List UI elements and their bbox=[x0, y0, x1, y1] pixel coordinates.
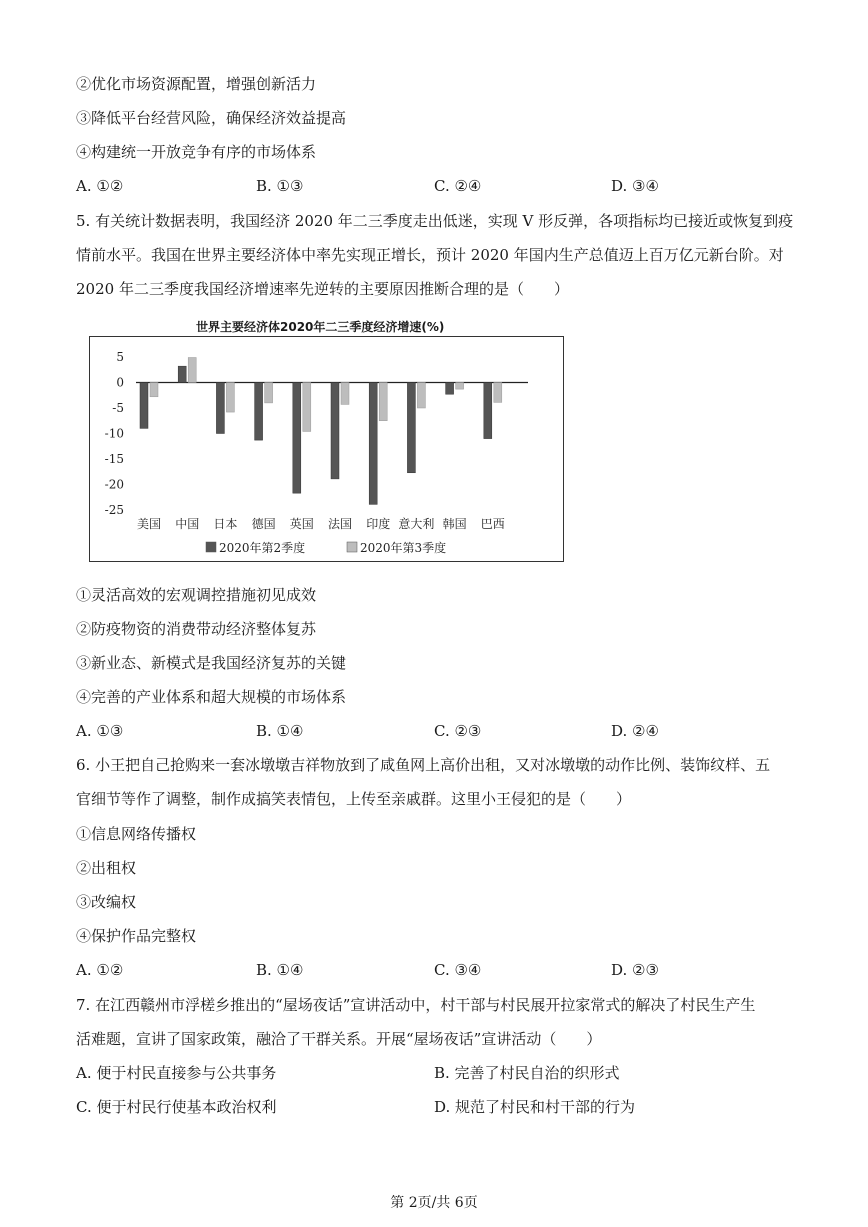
q5-item-1: ①灵活高效的宏观调控措施初见成效 bbox=[76, 586, 317, 604]
q5-item-2: ②防疫物资的消费带动经济整体复苏 bbox=[76, 620, 317, 638]
x-category-label: 印度 bbox=[366, 517, 391, 531]
x-category-label: 法国 bbox=[327, 517, 353, 531]
q6-option-d: D. ②③ bbox=[611, 961, 659, 979]
page-footer: 第 2页/共 6页 bbox=[390, 1195, 478, 1211]
q7-option-a: A. 便于村民直接参与公共事务 bbox=[76, 1064, 277, 1082]
q5-item-3: ③新业态、新模式是我国经济复苏的关键 bbox=[76, 654, 347, 672]
q6-option-c: C. ③④ bbox=[434, 961, 482, 979]
x-category-label: 中国 bbox=[175, 517, 200, 531]
x-category-label: 德国 bbox=[251, 517, 276, 531]
q4-option-b: B. ①③ bbox=[256, 177, 304, 195]
x-category-label: 美国 bbox=[136, 517, 162, 531]
y-tick-label: 5 bbox=[116, 350, 124, 364]
x-category-label: 韩国 bbox=[442, 517, 467, 531]
q6-item-2: ②出租权 bbox=[76, 859, 137, 877]
q7-option-b: B. 完善了村民自治的织形式 bbox=[434, 1064, 620, 1082]
q7-stem-line-2: 活难题，宣讲了国家政策，融洽了干群关系。开展“屋场夜话”宣讲活动（ ） bbox=[76, 1030, 602, 1048]
y-tick-label: 0 bbox=[116, 375, 124, 390]
q4-option-d: D. ③④ bbox=[611, 177, 659, 195]
q6-item-3: ③改编权 bbox=[76, 893, 137, 911]
q5-stem-line-3: 2020 年二三季度我国经济增速率先逆转的主要原因推断合理的是（ ） bbox=[76, 280, 569, 298]
q5-stem-line-2: 情前水平。我国在世界主要经济体中率先实现正增长，预计 2020 年国内生产总值迈上百万亿元新台阶。对 bbox=[76, 246, 784, 264]
q7-stem-line-1: 7. 在江西赣州市浮槎乡推出的“屋场夜话”宣讲活动中，村干部与村民展开拉家常式的解决了村民生产生 bbox=[76, 996, 756, 1014]
q5-option-d: D. ②④ bbox=[611, 722, 659, 740]
y-tick-label: -15 bbox=[104, 452, 124, 466]
q6-stem-line-1: 6. 小王把自己抢购来一套冰墩墩吉祥物放到了咸鱼网上高价出租，又对冰墩墩的动作比例、装饰纹样、五 bbox=[76, 756, 771, 774]
chart-frame bbox=[89, 336, 564, 562]
y-tick-label: -10 bbox=[104, 426, 124, 441]
q6-item-4: ④保护作品完整权 bbox=[76, 927, 197, 945]
q5-option-b: B. ①④ bbox=[256, 722, 304, 740]
q6-option-b: B. ①④ bbox=[256, 961, 304, 979]
chart-title: 世界主要经济体2020年二三季度经济增速(%) bbox=[196, 320, 445, 334]
q5-option-c: C. ②③ bbox=[434, 722, 482, 740]
y-tick-label: -25 bbox=[104, 503, 124, 517]
q4-option-c: C. ②④ bbox=[434, 177, 482, 195]
x-category-label: 日本 bbox=[213, 517, 238, 531]
q5-item-4: ④完善的产业体系和超大规模的市场体系 bbox=[76, 688, 347, 706]
q7-option-c: C. 便于村民行使基本政治权利 bbox=[76, 1098, 277, 1116]
q5-stem-line-1: 5. 有关统计数据表明，我国经济 2020 年二三季度走出低迷，实现 V 形反弹，各项指标均已接近或恢复到疫 bbox=[76, 212, 794, 230]
x-category-label: 巴西 bbox=[480, 517, 505, 531]
x-category-label: 英国 bbox=[289, 517, 314, 531]
y-tick-label: -5 bbox=[112, 401, 124, 415]
q6-option-a: A. ①② bbox=[76, 961, 124, 979]
q6-item-1: ①信息网络传播权 bbox=[76, 825, 197, 843]
q4-item-4: ④构建统一开放竞争有序的市场体系 bbox=[76, 143, 317, 161]
q4-item-2: ②优化市场资源配置，增强创新活力 bbox=[76, 75, 317, 93]
q4-option-a: A. ①② bbox=[76, 177, 124, 195]
x-category-label: 意大利 bbox=[398, 517, 435, 531]
q7-option-d: D. 规范了村民和村干部的行为 bbox=[434, 1098, 636, 1116]
y-tick-label: -20 bbox=[104, 477, 124, 492]
q5-option-a: A. ①③ bbox=[76, 722, 124, 740]
legend-label: 2020年第3季度 bbox=[360, 541, 447, 555]
q4-item-3: ③降低平台经营风险，确保经济效益提高 bbox=[76, 109, 347, 127]
q6-stem-line-2: 官细节等作了调整，制作成搞笑表情包，上传至亲戚群。这里小王侵犯的是（ ） bbox=[76, 790, 632, 808]
legend-label: 2020年第2季度 bbox=[219, 541, 306, 555]
